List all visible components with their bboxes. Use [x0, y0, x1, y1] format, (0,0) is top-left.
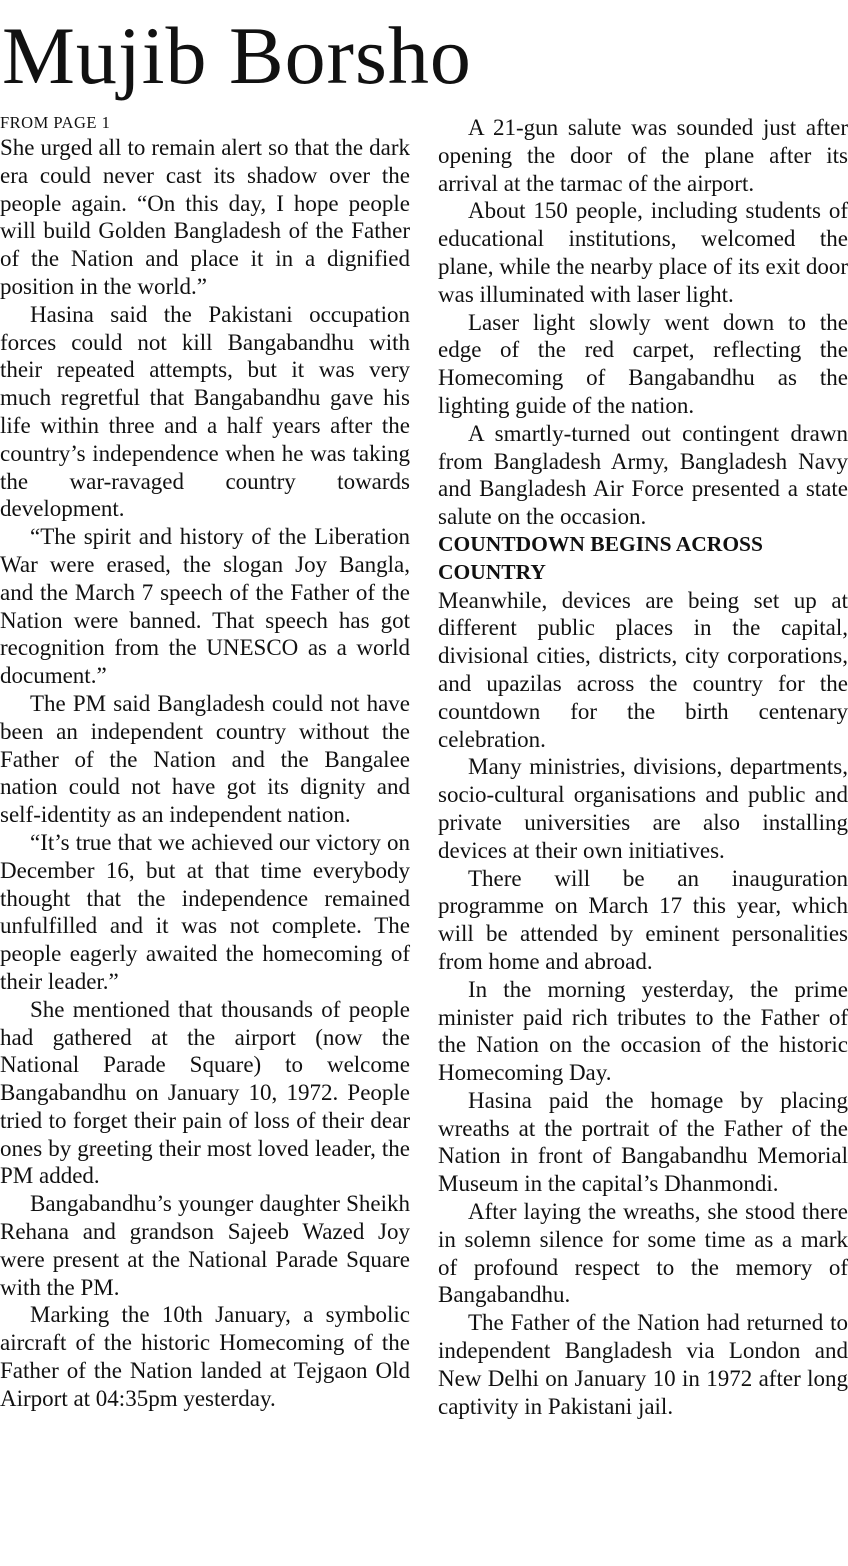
paragraph: Meanwhile, devices are being set up at different public places in the capital, divisional cities, districts, city corporations, and upazilas across the country for the countdown for the birth centenary celebration.: [438, 587, 848, 752]
paragraph: “It’s true that we achieved our victory on December 16, but at that time everybody thought that the independence remained unfulfilled and it was not complete. The people eagerly awaited the homecoming of their leader.”: [0, 829, 410, 994]
paragraph: Hasina said the Pakistani occupation forces could not kill Bangabandhu with their repeated attempts, but it was very much regretful that Bangabandhu gave his life within three and a half years after the country’s independence when he was taking the war-ravaged country towards development.: [0, 301, 410, 522]
paragraph: The Father of the Nation had returned to independent Bangladesh via London and New Delhi on January 10 in 1972 after long captivity in Pakistani jail.: [438, 1310, 848, 1419]
paragraph: Marking the 10th January, a symbolic aircraft of the historic Homecoming of the Father of the Nation landed at Tejgaon Old Airport at 04:35pm yesterday.: [0, 1302, 410, 1411]
paragraph: Hasina paid the homage by placing wreaths at the portrait of the Father of the Nation in front of Bangabandhu Memorial Museum in the capital’s Dhanmondi.: [438, 1087, 848, 1197]
paragraph: She urged all to remain alert so that the dark era could never cast its shadow over the people again. “On this day, I hope people will build Golden Bangladesh of the Father of the Nation and place it in a dignified position in the world.”: [0, 135, 410, 299]
paragraph: After laying the wreaths, she stood there in solemn silence for some time as a mark of profound respect to the memory of Bangabandhu.: [438, 1199, 848, 1308]
headline: Mujib Borsho: [2, 10, 472, 101]
paragraph: Many ministries, divisions, departments, socio-cultural organisations and public and private universities are also installing devices at their own initiatives.: [438, 754, 848, 863]
paragraph: Bangabandhu’s younger daughter Sheikh Rehana and grandson Sajeeb Wazed Joy were present at the National Parade Square with the PM.: [0, 1191, 410, 1300]
paragraph: Laser light slowly went down to the edge of the red carpet, reflecting the Homecoming of Bangabandhu as the lighting guide of the nation.: [438, 309, 848, 418]
from-page-kicker: FROM PAGE 1: [0, 113, 111, 132]
paragraph: The PM said Bangladesh could not have been an independent country without the Father of the Nation and the Bangalee nation could not have got its dignity and self-identity as an independent nation.: [0, 690, 410, 828]
paragraph: “The spirit and history of the Liberation War were erased, the slogan Joy Bangla, and the March 7 speech of the Father of the Nation were banned. That speech has got recognition from the UNESCO as a world document.”: [0, 524, 410, 689]
paragraph: She mentioned that thousands of people had gathered at the airport (now the National Parade Square) to welcome Bangabandhu on January 10, 1972. People tried to forget their pain of loss of their dear ones by greeting their most loved leader, the PM added.: [0, 996, 410, 1189]
section-subhead: COUNTDOWN BEGINS ACROSS COUNTRY: [438, 531, 763, 584]
left-column: [0, 112, 410, 1413]
right-column: [438, 114, 848, 1420]
paragraph: There will be an inauguration programme on March 17 this year, which will be attended by eminent personalities from home and abroad.: [438, 865, 848, 974]
paragraph: A smartly-turned out contingent drawn from Bangladesh Army, Bangladesh Navy and Bangladesh Air Force presented a state salute on the occasion.: [438, 420, 848, 530]
paragraph: In the morning yesterday, the prime minister paid rich tributes to the Father of the Nation on the occasion of the historic Homecoming Day.: [438, 976, 848, 1086]
paragraph: About 150 people, including students of educational institutions, welcomed the plane, while the nearby place of its exit door was illuminated with laser light.: [438, 198, 848, 307]
paragraph: A 21-gun salute was sounded just after opening the door of the plane after its arrival at the tarmac of the airport.: [438, 115, 848, 196]
